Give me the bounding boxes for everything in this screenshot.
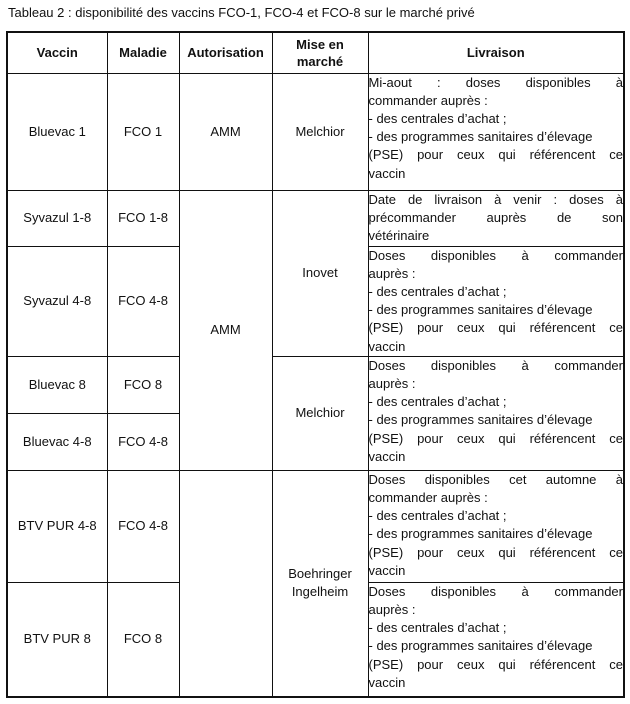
livraison-line: - des centrales d’achat ; <box>368 394 507 410</box>
livraison-line: - des centrales d’achat ; <box>368 110 507 126</box>
cell-livraison <box>368 356 624 470</box>
cell-vaccin: BTV PUR 8 <box>7 582 107 697</box>
livraison-line: (PSE) pour ceux qui référencent ce <box>368 430 623 446</box>
cell-vaccin: Bluevac 8 <box>7 356 107 413</box>
cell-maladie: FCO 8 <box>107 582 179 697</box>
table-row <box>7 190 624 246</box>
livraison-line: - des programmes sanitaires d’élevage <box>368 412 593 428</box>
cell-maladie: FCO 1-8 <box>107 190 179 246</box>
header-autorisation: Autorisation <box>179 32 272 73</box>
cell-livraison <box>368 73 624 190</box>
livraison-line: vaccin <box>368 562 406 578</box>
livraison-line: (PSE) pour ceux qui référencent ce <box>368 544 623 560</box>
livraison-line: auprès : <box>368 601 416 617</box>
header-row <box>7 32 624 73</box>
cell-vaccin: Bluevac 1 <box>7 73 107 190</box>
livraison-line: - des centrales d’achat ; <box>368 283 507 299</box>
cell-livraison <box>368 470 624 582</box>
livraison-line: - des programmes sanitaires d’élevage <box>368 302 593 318</box>
livraison-line: (PSE) pour ceux qui référencent ce <box>368 656 623 672</box>
livraison-line: commander auprès : <box>368 92 488 108</box>
table-row <box>7 356 624 413</box>
cell-maladie: FCO 4-8 <box>107 246 179 356</box>
header-mise-en-marche <box>272 32 368 73</box>
livraison-line: vaccin <box>368 338 406 354</box>
livraison-line: vaccin <box>368 165 406 181</box>
livraison-line: commander auprès : <box>368 489 488 505</box>
cell-maladie: FCO 4-8 <box>107 470 179 582</box>
livraison-line: auprès : <box>368 265 416 281</box>
header-maladie: Maladie <box>107 32 179 73</box>
livraison-line: - des programmes sanitaires d’élevage <box>368 526 593 542</box>
cell-livraison <box>368 190 624 246</box>
livraison-line: - des centrales d’achat ; <box>368 620 507 636</box>
cell-livraison <box>368 246 624 356</box>
livraison-line: vaccin <box>368 448 406 464</box>
cell-vaccin: BTV PUR 4-8 <box>7 470 107 582</box>
livraison-line: (PSE) pour ceux qui référencent ce <box>368 320 623 336</box>
header-livraison: Livraison <box>368 32 624 73</box>
livraison-line: - des programmes sanitaires d’élevage <box>368 129 593 145</box>
cell-mise-en-marche: Melchior <box>272 73 368 190</box>
header-mise-en-marche-line2: marché <box>296 53 344 69</box>
mise-en-marche-line2: Ingelheim <box>291 584 349 600</box>
table-row <box>7 470 624 582</box>
cell-vaccin: Syvazul 1-8 <box>7 190 107 246</box>
cell-vaccin: Bluevac 4-8 <box>7 413 107 470</box>
cell-livraison <box>368 582 624 697</box>
livraison-line: (PSE) pour ceux qui référencent ce <box>368 147 623 163</box>
mise-en-marche-line1: Boehringer <box>288 566 352 582</box>
vaccine-availability-table <box>6 31 625 698</box>
livraison-line: auprès : <box>368 375 416 391</box>
header-mise-en-marche-line1: Mise en <box>296 36 344 52</box>
table-row <box>7 73 624 190</box>
livraison-line: Doses disponibles cet automne à <box>368 471 623 487</box>
cell-mise-en-marche: Melchior <box>272 356 368 470</box>
livraison-line: Mi-aout : doses disponibles à <box>368 74 623 90</box>
livraison-line: Doses disponibles à commander <box>368 247 623 263</box>
livraison-line: Doses disponibles à commander <box>368 357 623 373</box>
table-caption: Tableau 2 : disponibilité des vaccins FCO-1, FCO-4 et FCO-8 sur le marché privé <box>8 5 475 20</box>
livraison-line: vétérinaire <box>368 227 430 243</box>
cell-mise-en-marche <box>272 470 368 697</box>
cell-mise-en-marche: Inovet <box>272 190 368 356</box>
cell-maladie: FCO 1 <box>107 73 179 190</box>
livraison-line: - des programmes sanitaires d’élevage <box>368 638 593 654</box>
header-vaccin: Vaccin <box>7 32 107 73</box>
livraison-line: Doses disponibles à commander <box>368 583 623 599</box>
cell-autorisation: AMM <box>179 190 272 470</box>
livraison-line: - des centrales d’achat ; <box>368 508 507 524</box>
cell-autorisation-empty <box>179 470 272 697</box>
cell-vaccin: Syvazul 4-8 <box>7 246 107 356</box>
cell-maladie: FCO 4-8 <box>107 413 179 470</box>
cell-autorisation: AMM <box>179 73 272 190</box>
livraison-line: Date de livraison à venir : doses à <box>368 191 623 207</box>
cell-maladie: FCO 8 <box>107 356 179 413</box>
livraison-line: vaccin <box>368 674 406 690</box>
livraison-line: précommander auprès de son <box>368 209 623 225</box>
